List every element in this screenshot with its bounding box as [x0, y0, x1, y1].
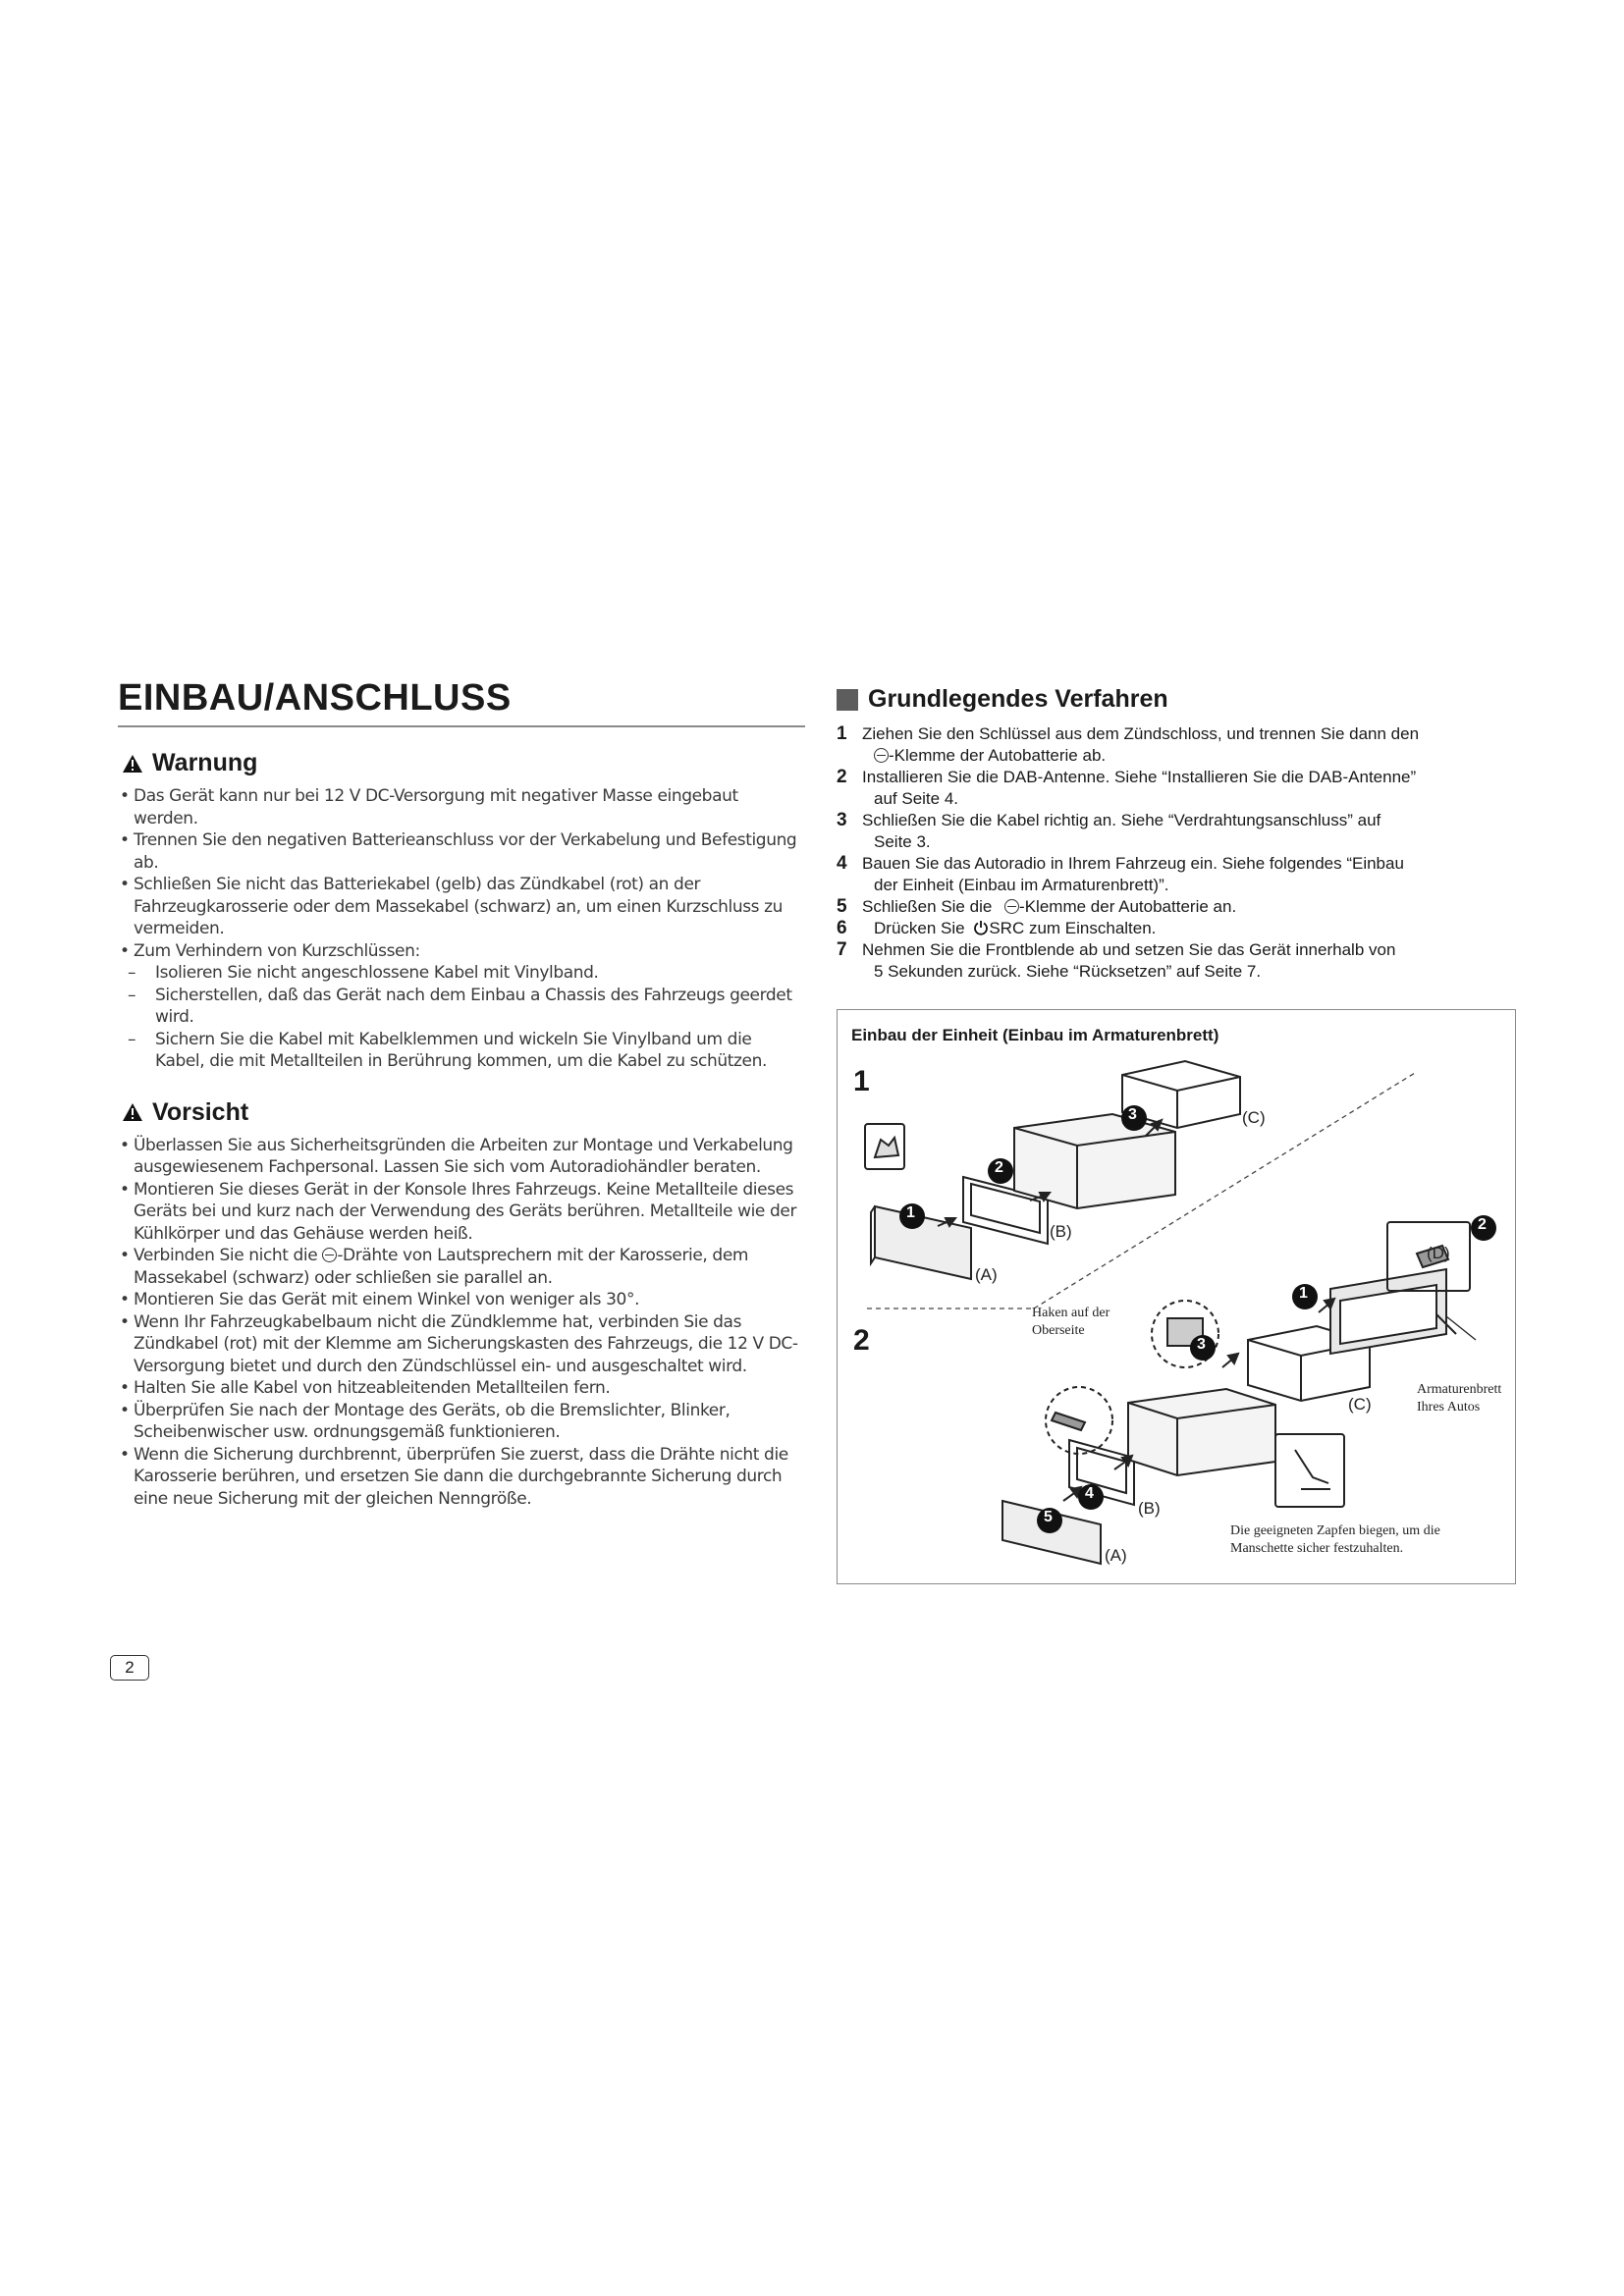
label-c-step2: (C) [1348, 1395, 1372, 1414]
plus-terminal-icon [1004, 899, 1019, 914]
warnung-item: • Trennen Sie den negativen Batterieanschluss vor der Verkabelung und Befestigung ab. [118, 829, 805, 874]
steps-list [837, 723, 1524, 983]
installation-figure [837, 1009, 1516, 1584]
step-text-line2: -Klemme der Autobatterie ab. [889, 746, 1107, 765]
note-armaturen-line2: Ihres Autos [1417, 1400, 1481, 1415]
label-a-step1: (A) [975, 1265, 998, 1284]
power-icon [973, 920, 989, 935]
step-text-line2: Seite 3. [874, 832, 931, 851]
step-item [837, 810, 1524, 853]
vorsicht-item-rest: -Drähte von Lautsprechern mit der Karosserie, dem Massekabel (schwarz) oder schließen sie parallel an. [134, 1246, 749, 1288]
step-item [837, 896, 1524, 918]
callout-step2-2: 2 [1478, 1216, 1487, 1233]
step-text: Schließen Sie die Kabel richtig an. Siehe “Verdrahtungsanschluss” auf [862, 811, 1381, 829]
label-a-step2: (A) [1105, 1546, 1127, 1565]
callout-step2-1: 1 [1299, 1285, 1308, 1302]
step-text: Installieren Sie die DAB-Antenne. Siehe “Installieren Sie die DAB-Antenne” [862, 768, 1417, 786]
warnung-list [118, 785, 805, 1073]
step-number: 4 [837, 853, 847, 874]
label-d: (D) [1427, 1244, 1450, 1262]
step-text-line2: 5 Sekunden zurück. Siehe “Rücksetzen” auf Seite 7. [874, 962, 1262, 981]
note-armaturen-line1: Armaturenbrett [1417, 1382, 1502, 1397]
step-item [837, 939, 1524, 983]
step-number: 1 [837, 723, 847, 744]
step-item [837, 918, 1524, 939]
step-number: 5 [837, 896, 847, 917]
warnung-heading-text: Warnung [152, 749, 258, 776]
warnung-subitem: – Sichern Sie die Kabel mit Kabelklemmen und wickeln Sie Vinylband um die Kabel, die mit Metallteilen in Berührung kommen, um die Kabel zu schützen. [118, 1029, 805, 1073]
callout-2: 2 [995, 1159, 1003, 1176]
vorsicht-item: • Wenn Ihr Fahrzeugkabelbaum nicht die Zündklemme hat, verbinden Sie das Zündkabel (rot) mit der Klemme am Sicherungskasten des Fahrzeugs, die 12 V DC-Versorgung bietet und durch den Zündschlüssel ein- und ausgeschaltet wird. [118, 1311, 805, 1378]
vorsicht-item [118, 1245, 805, 1289]
label-b-step1: (B) [1050, 1222, 1072, 1241]
vorsicht-item: • Wenn die Sicherung durchbrennt, überprüfen Sie zuerst, dass die Drähte nicht die Karosserie berühren, und ersetzen Sie dann die durchgebrannte Sicherung durch eine neue Sicherung mit der gleichen Nenngröße. [118, 1444, 805, 1511]
warnung-subitem: – Sicherstellen, daß das Gerät nach dem Einbau a Chassis des Fahrzeugs geerdet wird. [118, 985, 805, 1029]
step1-drawing [865, 1061, 1240, 1279]
vorsicht-item-start: Verbinden Sie nicht die [134, 1246, 323, 1265]
vorsicht-heading-text: Vorsicht [152, 1097, 249, 1126]
note-zapfen [1230, 1522, 1440, 1558]
vorsicht-item: • Halten Sie alle Kabel von hitzeableitenden Metallteilen fern. [118, 1377, 805, 1400]
step-number: 3 [837, 810, 847, 830]
step-text: Drücken Sie [874, 919, 965, 937]
step-text-cont [862, 745, 1524, 767]
warning-icon [122, 1102, 143, 1122]
minus-terminal-icon [322, 1248, 337, 1262]
page-title: EINBAU/ANSCHLUSS [118, 677, 805, 727]
label-c-step1: (C) [1242, 1108, 1266, 1127]
grundlegendes-heading-text: Grundlegendes Verfahren [868, 685, 1168, 713]
left-column [118, 677, 805, 1510]
step-text-line2: -Klemme der Autobatterie an. [1019, 897, 1237, 916]
figure-step-1-label: 1 [853, 1065, 870, 1097]
vorsicht-item: • Überprüfen Sie nach der Montage des Geräts, ob die Bremslichter, Blinker, Scheibenwischer usw. ordnungsgemäß funktionieren. [118, 1400, 805, 1444]
vorsicht-item: • Überlassen Sie aus Sicherheitsgründen die Arbeiten zur Montage und Verkabelung ausgewiesenem Fachpersonal. Lassen Sie sich vom Autoradiohändler beraten. [118, 1135, 805, 1179]
callout-1: 1 [906, 1204, 915, 1221]
step2-drawing [1002, 1222, 1476, 1564]
vorsicht-item: • Montieren Sie dieses Gerät in der Konsole Ihres Fahrzeugs. Keine Metallteile dieses Geräts bei und kurz nach der Verwendung des Geräts berühren. Metallteile wie der Kühlkörper und das Gehäuse werden heiß. [118, 1179, 805, 1246]
step-text: Bauen Sie das Autoradio in Ihrem Fahrzeug ein. Siehe folgendes “Einbau [862, 854, 1404, 873]
minus-terminal-icon [874, 748, 889, 763]
figure-title: Einbau der Einheit (Einbau im Armaturenbrett) [851, 1026, 1219, 1044]
warnung-item: • Schließen Sie nicht das Batteriekabel (gelb) das Zündkabel (rot) an der Fahrzeugkarosserie oder dem Massekabel (schwarz) an, um einen Kurzschluss zu vermeiden. [118, 874, 805, 940]
step-item [837, 723, 1524, 767]
label-b-step2: (B) [1138, 1499, 1161, 1518]
step-item [837, 853, 1524, 896]
page-number: 2 [110, 1655, 149, 1681]
note-armaturenbrett [1417, 1381, 1501, 1416]
step-text: Nehmen Sie die Frontblende ab und setzen Sie das Gerät innerhalb von [862, 940, 1396, 959]
warnung-subitem: – Isolieren Sie nicht angeschlossene Kabel mit Vinylband. [118, 962, 805, 985]
grundlegendes-heading [837, 677, 1524, 714]
section-square-icon [837, 689, 858, 711]
note-haken-line1: Haken auf der [1032, 1306, 1110, 1320]
note-haken-line2: Oberseite [1032, 1323, 1085, 1338]
warning-icon [122, 754, 143, 774]
callout-step2-4: 4 [1085, 1485, 1094, 1502]
step-text: Ziehen Sie den Schlüssel aus dem Zündschloss, und trennen Sie dann den [862, 724, 1420, 743]
callout-step2-5: 5 [1044, 1509, 1053, 1525]
step-item [837, 767, 1524, 810]
warnung-item: • Das Gerät kann nur bei 12 V DC-Versorgung mit negativer Masse eingebaut werden. [118, 785, 805, 829]
vorsicht-heading [122, 1098, 805, 1127]
step-number: 7 [837, 939, 847, 960]
step-text-line2: SRC zum Einschalten. [989, 919, 1157, 937]
warnung-item: • Zum Verhindern von Kurzschlüssen: [118, 940, 805, 963]
callout-3: 3 [1128, 1106, 1137, 1123]
right-column [837, 677, 1524, 983]
note-zapfen-line2: Manschette sicher festzuhalten. [1230, 1541, 1404, 1556]
step-number: 6 [837, 918, 847, 938]
step-text: Schließen Sie die [862, 897, 993, 916]
warnung-heading [122, 749, 805, 777]
step-text-line2: der Einheit (Einbau im Armaturenbrett)”. [874, 876, 1169, 894]
step-text-line2: auf Seite 4. [874, 789, 959, 808]
vorsicht-item: • Montieren Sie das Gerät mit einem Winkel von weniger als 30°. [118, 1289, 805, 1311]
vorsicht-list [118, 1135, 805, 1511]
note-zapfen-line1: Die geeigneten Zapfen biegen, um die [1230, 1523, 1440, 1538]
note-haken [1032, 1305, 1110, 1340]
installation-illustration [838, 1010, 1515, 1583]
figure-step-2-label: 2 [853, 1324, 870, 1357]
step-number: 2 [837, 767, 847, 787]
callout-step2-3: 3 [1197, 1336, 1206, 1353]
